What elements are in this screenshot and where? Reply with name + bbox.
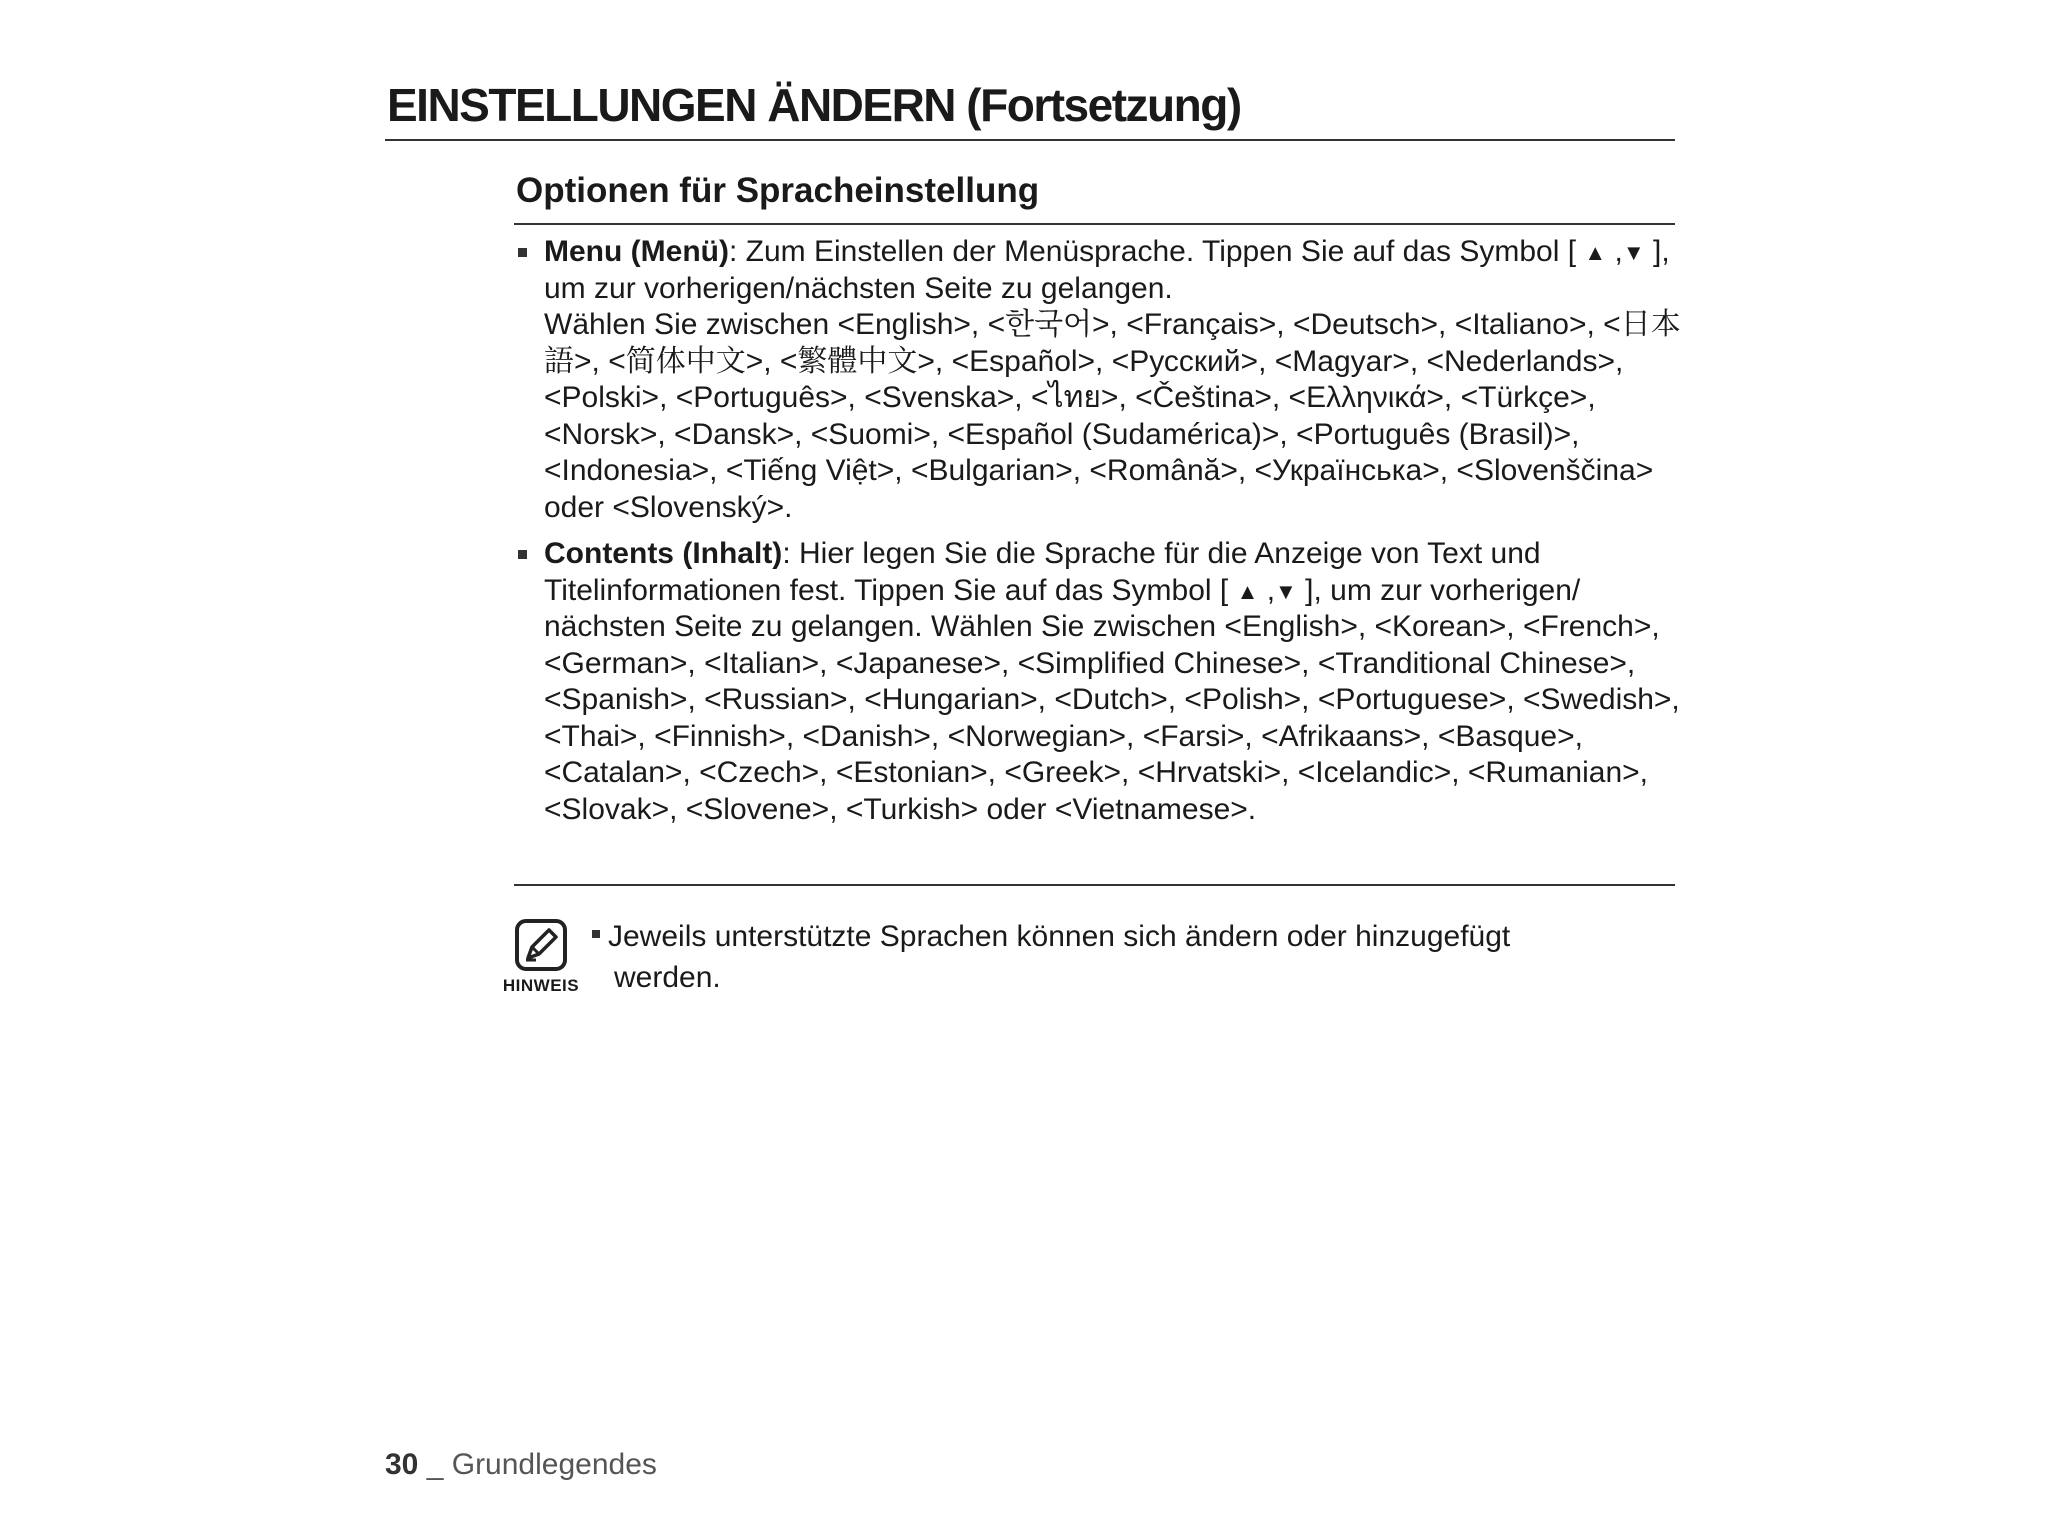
- arrow-down-icon: ▼: [1622, 240, 1645, 266]
- note-label: HINWEIS: [502, 976, 580, 995]
- page-number: 30: [385, 1448, 419, 1481]
- option-description-end: ], um zur vorherigen/ nächsten Seite zu gelangen. Wählen Sie zwischen <English>, <Korean>, <French>, <German>, <Italian>, <Japanese>, <Simplified Chinese>, <Tranditional Chinese>, <Spanish>, <Russian>, <Hungarian>, <Dutch>, <Polish>, <Portuguese>, <Swedish>, <Thai>, <Finnish>, <Danish>, <Norwegian>, <Farsi>, <Afrikaans>, <Basque>, <Catalan>, <Czech>, <Estonian>, <Greek>, <Hrvatski>, <Icelandic>, <Rumanian>, <Slovak>, <Slovene>, <Turkish> oder <Vietnamese>.: [544, 573, 1680, 826]
- option-description: : Hier legen Sie die Sprache für die Anzeige von Text und Titelinformationen fest. Tippen Sie auf das Symbol [: [544, 537, 1541, 607]
- page-title: EINSTELLUNGEN ÄNDERN (Fortsetzung): [387, 79, 1241, 131]
- note-pencil-icon: [514, 918, 568, 972]
- arrow-down-icon: ▼: [1275, 578, 1297, 604]
- language-list: Wählen Sie zwischen <English>, <한국어>, <Français>, <Deutsch>, <Italiano>, <日本語>, <简体中文>, <繁體中文>, <Español>, <Русский>, <Magyar>, <Nederlands>, <Polski>, <Português>, <Svenska>, <ไทย>, <Čeština>, <Ελληνικά>, <Türkçe>, <Norsk>, <Dansk>, <Suomi>, <Español (Sudamérica)>, <Português (Brasil)>, <Indonesia>, <Tiếng Việt>, <Bulgarian>, <Română>, <Українська>, <Slovenščina> oder <Slovenský>.: [544, 308, 1681, 524]
- section-divider-bottom: [514, 884, 1675, 886]
- title-divider: [385, 139, 1675, 141]
- bullet-icon: [592, 930, 600, 938]
- footer-separator: _: [418, 1448, 452, 1481]
- bullet-icon: [518, 550, 527, 559]
- option-contents-language: [514, 536, 1689, 828]
- page-footer: [385, 1448, 657, 1482]
- option-term: Menu (Menü): [544, 235, 729, 268]
- symbol-separator: ,: [1606, 235, 1623, 268]
- symbol-separator: ,: [1258, 573, 1276, 607]
- option-menu-language: [514, 234, 1689, 526]
- language-options-list: [514, 234, 1689, 838]
- note-line: werden.: [614, 961, 721, 994]
- section-heading: Optionen für Spracheinstellung: [516, 171, 1040, 210]
- option-description: : Zum Einstellen der Menüsprache. Tippen Sie auf das Symbol [: [728, 235, 1585, 268]
- note-text: [592, 916, 1652, 998]
- arrow-up-icon: ▲: [1584, 240, 1607, 266]
- note-line: Jeweils unterstützte Sprachen können sich ändern oder hinzugefügt: [608, 920, 1511, 953]
- bullet-icon: [518, 248, 527, 257]
- section-divider-top: [514, 223, 1675, 225]
- arrow-up-icon: ▲: [1236, 578, 1259, 604]
- option-term: Contents (Inhalt): [544, 537, 783, 570]
- footer-section-name: Grundlegendes: [451, 1448, 657, 1481]
- option-description-end: ], um zur vorherigen/nächsten Seite zu gelangen.: [544, 235, 1670, 305]
